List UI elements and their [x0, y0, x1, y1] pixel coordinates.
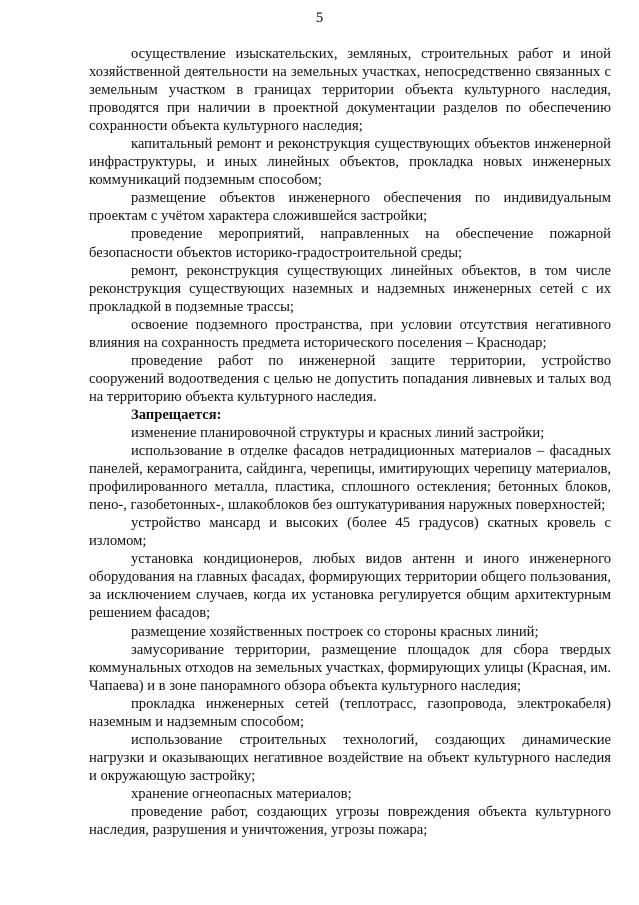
- prohibited-item-surface-networks: прокладка инженерных сетей (теплотрасс, газопровода, электрокабеля) наземным и надземным способом;: [89, 695, 611, 730]
- prohibited-item-littering: замусоривание территории, размещение площадок для сбора твердых коммунальных отходов на земельных участках, формирующих улицы (Красная, им. Чапаева) и в зоне панорамного обзора объекта культурного наследия;: [89, 641, 611, 694]
- paragraph-engineering-placement: размещение объектов инженерного обеспечения по индивидуальным проектам с учётом характера сложившейся застройки;: [89, 190, 611, 225]
- paragraph-underground-space: освоение подземного пространства, при условии отсутствия негативного влияния на сохранность предмета исторического поселения – Краснодар;: [89, 316, 611, 351]
- paragraph-fire-safety: проведение мероприятий, направленных на обеспечение пожарной безопасности объектов историко-градостроительной среды;: [89, 226, 611, 261]
- prohibited-item-flammable-storage: хранение огнеопасных материалов;: [131, 785, 352, 802]
- paragraph-capital-repair: капитальный ремонт и реконструкция существующих объектов инженерной инфраструктуры, и иных линейных объектов, прокладка новых инженерных коммуникаций подземным способом;: [89, 136, 611, 189]
- page-number: 5: [315, 10, 324, 26]
- document-body: [89, 45, 611, 839]
- prohibited-item-facade-materials: использование в отделке фасадов нетрадиционных материалов – фасадных панелей, керамогранита, сайдинга, черепицы, имитирующих черепицу материалов, профилированного металла, пластика, сплошного остекления; бетонных блоков, пено-, газобетонных-, шлакоблоков без оштукатуривания наружных поверхностей;: [89, 443, 611, 514]
- paragraph-engineering-protection: проведение работ по инженерной защите территории, устройство сооружений водоотведения с целью не допустить попадания ливневых и талых вод на территорию объекта культурного наследия.: [89, 352, 611, 405]
- paragraph-survey-works: осуществление изыскательских, земляных, строительных работ и иной хозяйственной деятельности на земельных участках, непосредственно связанных с земельным участком в границах территории объекта культурного наследия, проводятся при наличии в проектной документации разделов по обеспечению сохранности объекта культурного наследия;: [89, 46, 611, 135]
- prohibited-item-outbuildings: размещение хозяйственных построек со стороны красных линий;: [131, 623, 539, 640]
- prohibited-item-air-conditioners: установка кондиционеров, любых видов антенн и иного инженерного оборудования на главных фасадах, формирующих территории общего пользования, за исключением случаев, когда их установка регулируется общим архитектурным решением фасадов;: [89, 551, 611, 622]
- prohibited-item-planning: изменение планировочной структуры и красных линий застройки;: [131, 424, 545, 441]
- paragraph-linear-objects: ремонт, реконструкция существующих линейных объектов, в том числе реконструкция существующих наземных и надземных инженерных сетей с их прокладкой в подземные трассы;: [89, 262, 611, 315]
- prohibited-heading: Запрещается:: [131, 406, 222, 423]
- prohibited-item-damage-threats: проведение работ, создающих угрозы повреждения объекта культурного наследия, разрушения и уничтожения, угрозы пожара;: [89, 803, 611, 839]
- prohibited-item-mansards: устройство мансард и высоких (более 45 градусов) скатных кровель с изломом;: [89, 515, 611, 550]
- prohibited-item-dynamic-loads: использование строительных технологий, создающих динамические нагрузки и оказывающих негативное воздействие на объект культурного наследия и окружающую застройку;: [89, 731, 611, 784]
